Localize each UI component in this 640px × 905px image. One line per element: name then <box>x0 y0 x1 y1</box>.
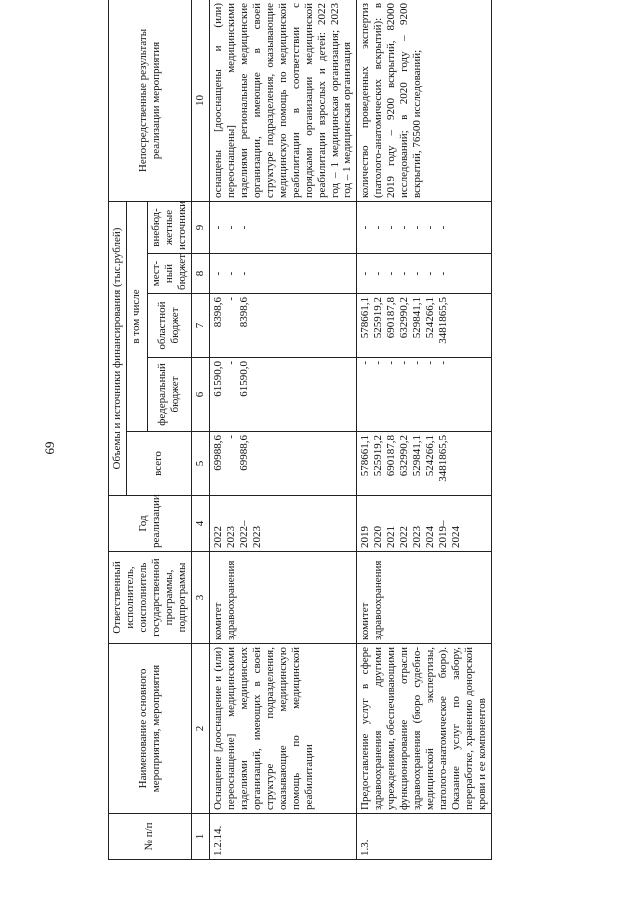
local-cell <box>209 254 357 294</box>
regional-cell-value: 525919,2 <box>372 297 385 339</box>
regional-cell-value: 3481865,5 <box>437 297 450 344</box>
regional-cell-value: 690187,8 <box>385 297 398 339</box>
year-cell-value: 2019–2024 <box>437 520 463 548</box>
year-cell-value: 2024 <box>424 526 437 548</box>
year-cell <box>209 496 357 552</box>
measure-name: Предоставление услуг в сфере здравоохранения другими учреждениями, обеспечивающими функционирование отрасли здравоохранения (бюро судебно-медицинской экспертизы, патолого-анатомическое бюро). Оказание услуг по забору, переработке, хранению донорской крови и ее компонентов <box>357 644 492 814</box>
federal-cell-value: 61590,0 <box>211 361 224 397</box>
year-cell-value: 2023 <box>411 526 424 548</box>
regional-cell <box>209 294 357 358</box>
extrabudget-cell <box>357 201 492 253</box>
local-cell-value: - <box>411 271 424 276</box>
local-cell-value: - <box>424 271 437 276</box>
header-financing: Объемы и источники финансирования (тыс.рублей) <box>109 201 127 495</box>
regional-cell-value: 529841,1 <box>411 297 424 339</box>
total-cell-value: 578661,1 <box>359 435 372 477</box>
header-local: мест-ный бюджет <box>147 254 191 294</box>
local-cell-value: - <box>359 271 372 276</box>
header-extrabudget: внебюд-жетные источники <box>147 201 191 253</box>
total-cell-value: 529841,1 <box>411 435 424 477</box>
row-number: 1.3. <box>357 814 492 860</box>
local-cell-value: - <box>211 271 224 276</box>
regional-cell-value: 524266,1 <box>424 297 437 339</box>
extrabudget-cell-value: - <box>372 225 385 230</box>
extrabudget-cell-value: - <box>385 225 398 230</box>
local-cell-value: - <box>224 271 237 276</box>
header-num: № п/п <box>109 814 192 860</box>
financing-table <box>108 0 492 860</box>
total-cell-value: 632990,2 <box>398 435 411 477</box>
col-number: 1 <box>191 814 209 860</box>
header-including: в том числе <box>126 201 147 431</box>
extrabudget-cell-value: - <box>359 225 372 230</box>
col-number: 7 <box>191 294 209 358</box>
col-number: 4 <box>191 496 209 552</box>
table-row <box>209 0 357 860</box>
year-cell-value: 2023 <box>224 526 237 548</box>
regional-cell-value: - <box>224 297 237 301</box>
year-cell-value: 2022 <box>211 526 224 548</box>
year-cell <box>357 496 492 552</box>
local-cell-value: - <box>237 271 250 276</box>
extrabudget-cell-value: - <box>398 225 411 230</box>
header-name: Наименование основного мероприятия, мероприятия <box>109 644 192 814</box>
regional-cell-value: 578661,1 <box>359 297 372 339</box>
local-cell-value: - <box>437 271 450 276</box>
result-text: оснащены [дооснащены и (или) переоснащены] медицинскими изделиями региональные медицинские организации, имеющие в своей структуре подразделения, оказывающие медицинскую помощь по медицинской реабилитации в соответствии с порядками организации медицинской реабилитации взрослых и детей: 2022 год – 1 медицинская организация; 2023 год – 1 медицинская организация <box>209 0 357 201</box>
measure-name: Оснащение [дооснащение и (или) переоснащение] медицинскими изделиями медицинских организаций, имеющих в своей структуре подразделения, оказывающие медицинскую помощь по медицинской реабилитации <box>209 644 357 814</box>
total-cell <box>357 432 492 496</box>
year-cell-value: 2019 <box>359 526 372 548</box>
table-body <box>209 0 491 860</box>
row-number: 1.2.14. <box>209 814 357 860</box>
total-cell-value: 690187,8 <box>385 435 398 477</box>
header-year: Год реализации <box>109 496 192 552</box>
federal-cell-value: - <box>385 361 398 365</box>
regional-cell-value: 632990,2 <box>398 297 411 339</box>
total-cell-value: 69988,6 <box>237 435 250 471</box>
year-cell-value: 2021 <box>385 526 398 548</box>
extrabudget-cell-value: - <box>211 225 224 230</box>
extrabudget-cell-value: - <box>237 225 250 230</box>
federal-cell <box>209 358 357 432</box>
extrabudget-cell-value: - <box>411 225 424 230</box>
extrabudget-cell <box>209 201 357 253</box>
year-cell-value: 2022 <box>398 526 411 548</box>
header-total: всего <box>126 432 191 496</box>
regional-cell-value: 8398,6 <box>237 297 250 328</box>
total-cell <box>209 432 357 496</box>
header-regional: областной бюджет <box>147 294 191 358</box>
col-number: 10 <box>191 0 209 201</box>
total-cell-value: - <box>224 435 237 439</box>
federal-cell-value: - <box>424 361 437 365</box>
header-responsible: Ответственный исполнитель, соисполнитель государственной программы, подпрограммы <box>109 552 192 644</box>
local-cell-value: - <box>398 271 411 276</box>
col-number: 3 <box>191 552 209 644</box>
federal-cell-value: - <box>359 361 372 365</box>
regional-cell <box>357 294 492 358</box>
extrabudget-cell-value: - <box>437 225 450 230</box>
responsible: комитет здравоохранения <box>357 552 492 644</box>
col-number: 2 <box>191 644 209 814</box>
federal-cell-value: - <box>411 361 424 365</box>
total-cell-value: 69988,6 <box>211 435 224 471</box>
extrabudget-cell-value: - <box>424 225 437 230</box>
federal-cell-value: - <box>372 361 385 365</box>
col-number: 8 <box>191 254 209 294</box>
rotated-page <box>84 0 624 870</box>
col-number: 6 <box>191 358 209 432</box>
result-text: количество проведенных экспертиз (патолого-анатомических вскрытий): в 2019 году – 9200 вскрытий, 82000 исследований; в 2020 году – 9200 вскрытий, 76500 исследований; <box>357 0 492 201</box>
local-cell-value: - <box>385 271 398 276</box>
page-number: 69 <box>42 441 57 455</box>
federal-cell-value: - <box>224 361 237 365</box>
federal-cell-value: - <box>437 361 450 365</box>
local-cell-value: - <box>372 271 385 276</box>
table-row <box>357 0 492 860</box>
federal-cell-value: 61590,0 <box>237 361 250 397</box>
header-federal: федеральный бюджет <box>147 358 191 432</box>
col-number: 5 <box>191 432 209 496</box>
total-cell-value: 525919,2 <box>372 435 385 477</box>
extrabudget-cell-value: - <box>224 225 237 230</box>
regional-cell-value: 8398,6 <box>211 297 224 328</box>
year-cell-value: 2020 <box>372 526 385 548</box>
total-cell-value: 524266,1 <box>424 435 437 477</box>
total-cell-value: 3481865,5 <box>437 435 450 482</box>
header-result: Непосредственные результаты реализации мероприятия <box>109 0 192 201</box>
year-cell-value: 2022–2023 <box>237 520 263 548</box>
responsible: комитет здравоохранения <box>209 552 357 644</box>
col-number: 9 <box>191 201 209 253</box>
federal-cell <box>357 358 492 432</box>
federal-cell-value: - <box>398 361 411 365</box>
local-cell <box>357 254 492 294</box>
